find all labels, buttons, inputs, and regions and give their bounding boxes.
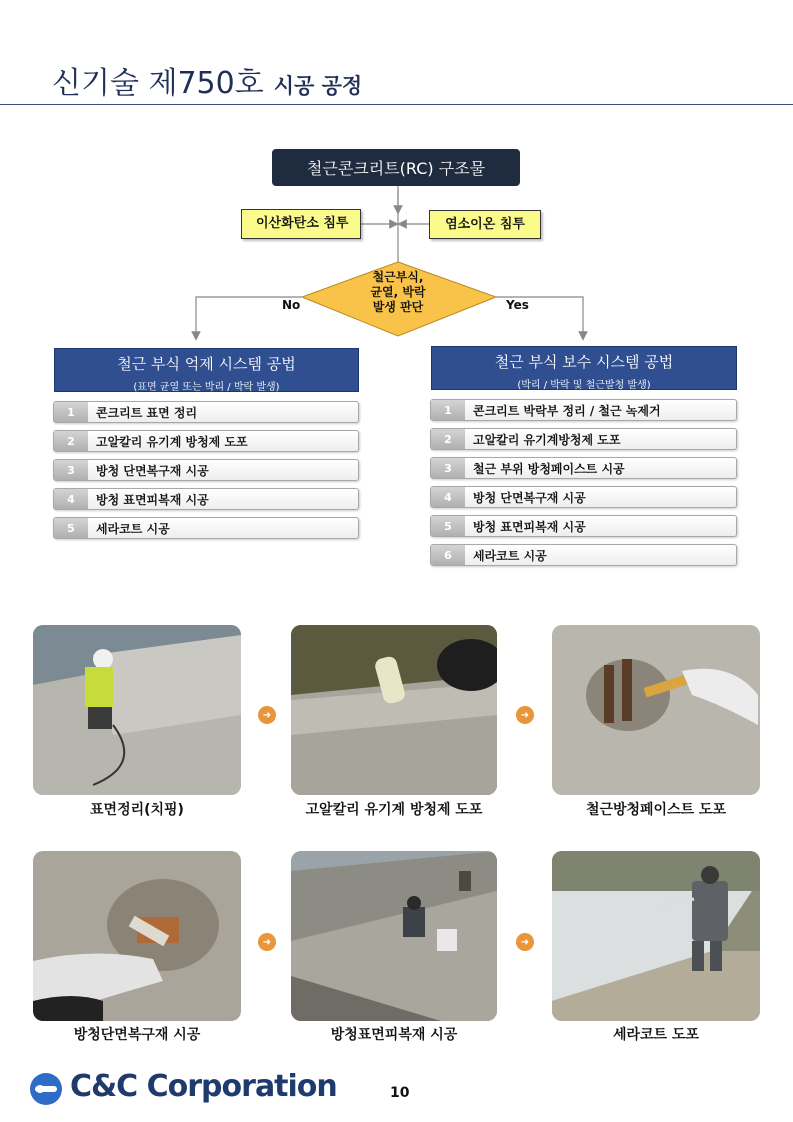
- photo-surface: [291, 851, 497, 1021]
- surface-coating-photo: [291, 851, 497, 1021]
- left-step: 5 세라코트 시공: [53, 517, 359, 539]
- flow-arrow-icon: ➜: [258, 706, 276, 724]
- title-sub: 시공 공정: [273, 74, 363, 98]
- rc-structure-box: 철근콘크리트(RC) 구조물: [272, 149, 520, 186]
- wall-coating-photo: [552, 851, 760, 1021]
- brush-paste-photo: [552, 625, 760, 795]
- chloride-penetration-box: 염소이온 침투: [429, 210, 541, 239]
- company-logo-icon: [30, 1073, 62, 1105]
- right-step: 3 철근 부위 방청페이스트 시공: [430, 457, 737, 479]
- roller-coating-photo: [291, 625, 497, 795]
- left-step: 4 방청 표면피복재 시공: [53, 488, 359, 510]
- repair-method-header: 철근 부식 보수 시스템 공법 (박리 / 박락 및 철근발청 발생): [431, 346, 737, 390]
- caption-trowel: 방청단면복구재 시공: [73, 1027, 201, 1043]
- left-step: 2 고알칼리 유기계 방청제 도포: [53, 430, 359, 452]
- company-name: C&C Corporation: [70, 1069, 337, 1104]
- trowel-repair-photo: [33, 851, 241, 1021]
- photo-roller: [291, 625, 497, 795]
- flow-arrow-icon: ➜: [258, 933, 276, 951]
- caption-roller: 고알칼리 유기계 방청제 도포: [305, 802, 483, 818]
- co2-penetration-box: 이산화탄소 침투: [241, 209, 361, 239]
- caption-wall: 세라코트 도포: [612, 1027, 700, 1043]
- suppression-method-header: 철근 부식 억제 시스템 공법 (표면 균열 또는 박리 / 박락 발생): [54, 348, 359, 392]
- right-step: 1 콘크리트 박락부 정리 / 철근 녹제거: [430, 399, 737, 421]
- right-step: 2 고알칼리 유기계방청제 도포: [430, 428, 737, 450]
- photo-chipping: [33, 625, 241, 795]
- decision-text: 철근부식, 균열, 박락 발생 판단: [370, 270, 426, 314]
- left-step: 1 콘크리트 표면 정리: [53, 401, 359, 423]
- right-step: 4 방청 단면복구재 시공: [430, 486, 737, 508]
- worker-chipping-photo: [33, 625, 241, 795]
- flow-arrow-icon: ➜: [516, 706, 534, 724]
- no-label: No: [282, 298, 301, 312]
- caption-surface: 방청표면피복재 시공: [330, 1027, 458, 1043]
- title-main: 신기술 제750호: [52, 66, 264, 101]
- flow-arrow-icon: ➜: [516, 933, 534, 951]
- caption-brush: 철근방청페이스트 도포: [585, 802, 727, 818]
- yes-label: Yes: [506, 298, 529, 312]
- page-number: 10: [390, 1085, 410, 1101]
- caption-chipping: 표면정리(치핑): [90, 802, 184, 818]
- right-step: 6 세라코트 시공: [430, 544, 737, 566]
- left-step: 3 방청 단면복구재 시공: [53, 459, 359, 481]
- right-step: 5 방청 표면피복재 시공: [430, 515, 737, 537]
- photo-brush: [552, 625, 760, 795]
- photo-wall: [552, 851, 760, 1021]
- photo-trowel: [33, 851, 241, 1021]
